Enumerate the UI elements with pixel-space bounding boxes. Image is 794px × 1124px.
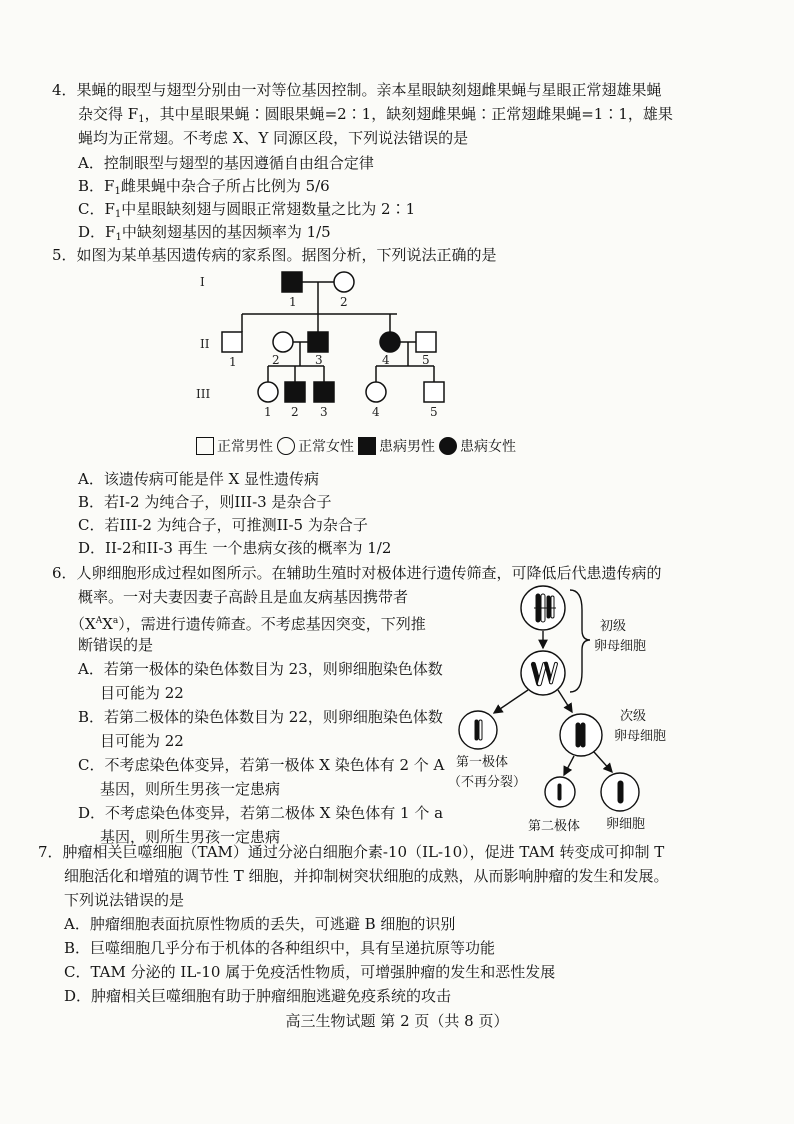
q4-stem-line3: 蝇均为正常翅。不考虑 X、Y 同源区段，下列说法错误的是: [78, 129, 469, 147]
pedigree-num: 2: [340, 295, 348, 309]
normal-female-symbol-icon: [277, 437, 295, 455]
pedigree-I-1-affected-male: [282, 272, 302, 292]
q6-option-b-line2: 目可能为 22: [100, 732, 184, 750]
normal-male-symbol-icon: [196, 437, 214, 455]
q4-option-d: D．$F_1$中缺刻翅基因的基因频率为 1/5: [78, 223, 331, 243]
label-egg: 卵细胞: [606, 817, 646, 832]
pedigree-num: 3: [320, 405, 328, 419]
q7-option-c: C．TAM 分泌的 IL-10 属于免疫活性物质，可增强肿瘤的发生和恶性发展: [64, 963, 556, 981]
pedigree-chart: [150, 262, 570, 462]
pedigree-III-1-normal-female: [258, 382, 278, 402]
legend-normal-female: 正常女性: [298, 439, 354, 455]
pedigree-I-2-normal-female: [334, 272, 354, 292]
q4-option-c: C．$F_1$中星眼缺刻翅与圆眼正常翅数量之比为 2∶1: [78, 200, 416, 220]
pedigree-num: 5: [430, 405, 438, 419]
q7-option-a: A．肿瘤细胞表面抗原性物质的丢失，可逃避 B 细胞的识别: [64, 915, 456, 933]
q7-stem-line3: 下列说法错误的是: [64, 891, 185, 909]
pedigree-II-4-affected-female: [380, 332, 400, 352]
q6-option-a-line2: 目可能为 22: [100, 684, 184, 702]
legend-affected-male: 患病男性: [379, 439, 435, 455]
pedigree-III-4-normal-female: [366, 382, 386, 402]
label-secondary-1: 次级: [620, 709, 647, 724]
pedigree-II-2-normal-female: [273, 332, 293, 352]
pedigree-num: 4: [372, 405, 380, 419]
q6-option-a-line1: A．若第一极体的染色体数目为 23，则卵细胞染色体数: [78, 660, 443, 678]
q7-stem-line1: 7．肿瘤相关巨噬细胞（TAM）通过分泌白细胞介素-10（IL-10），促进 TAM 转变成可抑制 T: [38, 843, 665, 861]
legend-affected-female: 患病女性: [460, 439, 516, 455]
q5-option-d: D．II-2和II-3 再生 一个患病女孩的概率为 1/2: [78, 539, 392, 557]
pedigree-III-2-affected-male: [285, 382, 305, 402]
q6-option-d-line1: D．不考虑染色体变异，若第二极体 X 染色体有 1 个 a: [78, 804, 444, 822]
label-secondary-2: 卵母细胞: [614, 729, 667, 744]
generation-label-I: I: [200, 275, 205, 289]
q7-option-d: D．肿瘤相关巨噬细胞有助于肿瘤细胞逃避免疫系统的攻击: [64, 987, 452, 1005]
q5-option-a: A．该遗传病可能是伴 X 显性遗传病: [78, 470, 320, 488]
bracket-primary: [570, 590, 590, 692]
pedigree-II-1-normal-male: [222, 332, 242, 352]
q4-option-a: A．控制眼型与翅型的基因遵循自由组合定律: [78, 154, 374, 172]
q6-stem-line4: 断错误的是: [78, 636, 154, 654]
pedigree-III-3-affected-male: [314, 382, 334, 402]
legend-normal-male: 正常男性: [217, 439, 273, 455]
affected-male-symbol-icon: [358, 437, 376, 455]
pedigree-num: 4: [382, 353, 390, 367]
pedigree-num: 3: [315, 353, 323, 367]
q5-option-b: B．若I-2 为纯合子，则III-3 是杂合子: [78, 493, 332, 511]
q6-option-b-line1: B．若第二极体的染色体数目为 22，则卵细胞染色体数: [78, 708, 443, 726]
generation-label-II: II: [200, 337, 210, 351]
q4-option-b: B．$F_1$雌果蝇中杂合子所占比例为 5/6: [78, 177, 330, 197]
q5-option-c: C．若III-2 为纯合子，可推测II-5 为杂合子: [78, 516, 368, 534]
generation-label-III: III: [196, 387, 211, 401]
q6-option-c-line1: C．不考虑染色体变异，若第一极体 X 染色体有 2 个 A: [78, 756, 445, 774]
label-no-divide: （不再分裂）: [448, 775, 527, 790]
q6-option-c-line2: 基因，则所生男孩一定患病: [100, 780, 281, 798]
oogenesis-diagram: [448, 580, 708, 840]
affected-female-symbol-icon: [439, 437, 457, 455]
q5-stem: 5．如图为某单基因遗传病的家系图。据图分析，下列说法正确的是: [52, 246, 497, 264]
q6-stem-line1: 6．人卵细胞形成过程如图所示。在辅助生殖时对极体进行遗传筛查，可降低后代患遗传病的: [52, 564, 662, 582]
q6-stem-line3: $(X^AX^a)$，需进行遗传筛查。不考虑基因突变，下列推: [70, 615, 426, 633]
pedigree-II-5-normal-male: [416, 332, 436, 352]
q4-stem-line2: 杂交得 $F_1$，其中星眼果蝇∶圆眼果蝇=2∶1，缺刻翅雌果蝇∶正常翅雌果蝇=1∶1，雄果: [78, 105, 673, 125]
q6-stem-line2: 概率。一对夫妻因妻子高龄且是血友病基因携带者: [78, 588, 409, 606]
label-second-polar: 第二极体: [528, 819, 581, 834]
pedigree-legend: [196, 436, 520, 456]
q4-stem-line1: 4．果蝇的眼型与翅型分别由一对等位基因控制。亲本星眼缺刻翅雌果蝇与星眼正常翅雄果蝇: [52, 81, 662, 99]
pedigree-num: 1: [229, 355, 237, 369]
q6-option-d-line2: 基因，则所生男孩一定患病: [100, 828, 281, 846]
pedigree-num: 2: [272, 353, 280, 367]
q7-option-b: B．巨噬细胞几乎分布于机体的各种组织中，具有呈递抗原等功能: [64, 939, 496, 957]
label-first-polar: 第一极体: [456, 755, 509, 770]
pedigree-num: 2: [291, 405, 299, 419]
page-footer: 高三生物试题 第 2 页（共 8 页）: [285, 1012, 509, 1030]
pedigree-num: 1: [289, 295, 297, 309]
label-primary-1: 初级: [600, 619, 627, 634]
q7-stem-line2: 细胞活化和增殖的调节性 T 细胞，并抑制树突状细胞的成熟，从而影响肿瘤的发生和发展。: [64, 867, 669, 885]
pedigree-III-5-normal-male: [424, 382, 444, 402]
pedigree-II-3-affected-male: [308, 332, 328, 352]
pedigree-num: 1: [264, 405, 272, 419]
label-primary-2: 卵母细胞: [594, 639, 647, 654]
pedigree-num: 5: [422, 353, 430, 367]
